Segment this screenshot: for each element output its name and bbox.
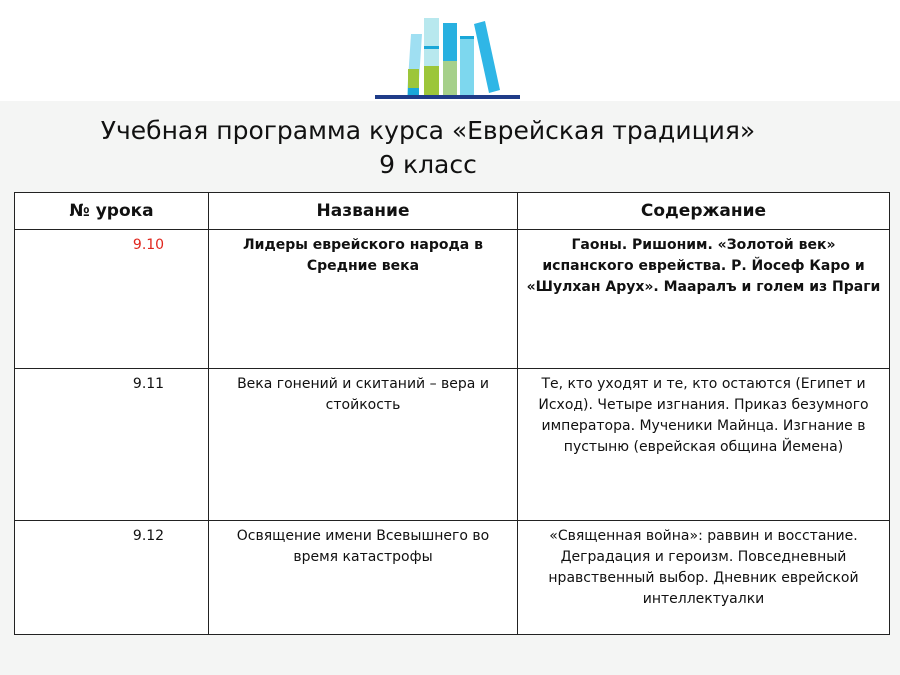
- page-title: [0, 114, 856, 182]
- title-line-1: Учебная программа курса «Еврейская традиция»: [100, 116, 756, 145]
- lesson-name: Освящение имени Всевышнего во время катастрофы: [209, 521, 518, 635]
- lesson-content: «Священная война»: раввин и восстание. Деградация и героизм. Повседневный нравственный выбор. Дневник еврейской интеллектуалки: [518, 521, 890, 635]
- lesson-number: 9.12: [15, 521, 209, 635]
- table-row: [15, 369, 890, 521]
- lesson-name: Века гонений и скитаний – вера и стойкость: [209, 369, 518, 521]
- lesson-content: Гаоны. Ришоним. «Золотой век» испанского еврейства. Р. Йосеф Каро и «Шулхан Арух». Мааралъ и голем из Праги: [518, 230, 890, 369]
- table-row: [15, 230, 890, 369]
- header-content: Содержание: [518, 193, 890, 230]
- table-row: [15, 521, 890, 635]
- books-icon: [370, 14, 522, 100]
- header-name: Название: [209, 193, 518, 230]
- table-header-row: [15, 193, 890, 230]
- curriculum-table: [14, 192, 890, 635]
- lesson-number: 9.11: [15, 369, 209, 521]
- lesson-content: Те, кто уходят и те, кто остаются (Египет и Исход). Четыре изгнания. Приказ безумного императора. Мученики Майнца. Изгнание в пустыню (еврейская община Йемена): [518, 369, 890, 521]
- title-line-2: 9 класс: [379, 150, 477, 179]
- lesson-name: Лидеры еврейского народа в Средние века: [209, 230, 518, 369]
- header-lesson-number: № урока: [15, 193, 209, 230]
- lesson-number: 9.10: [15, 230, 209, 369]
